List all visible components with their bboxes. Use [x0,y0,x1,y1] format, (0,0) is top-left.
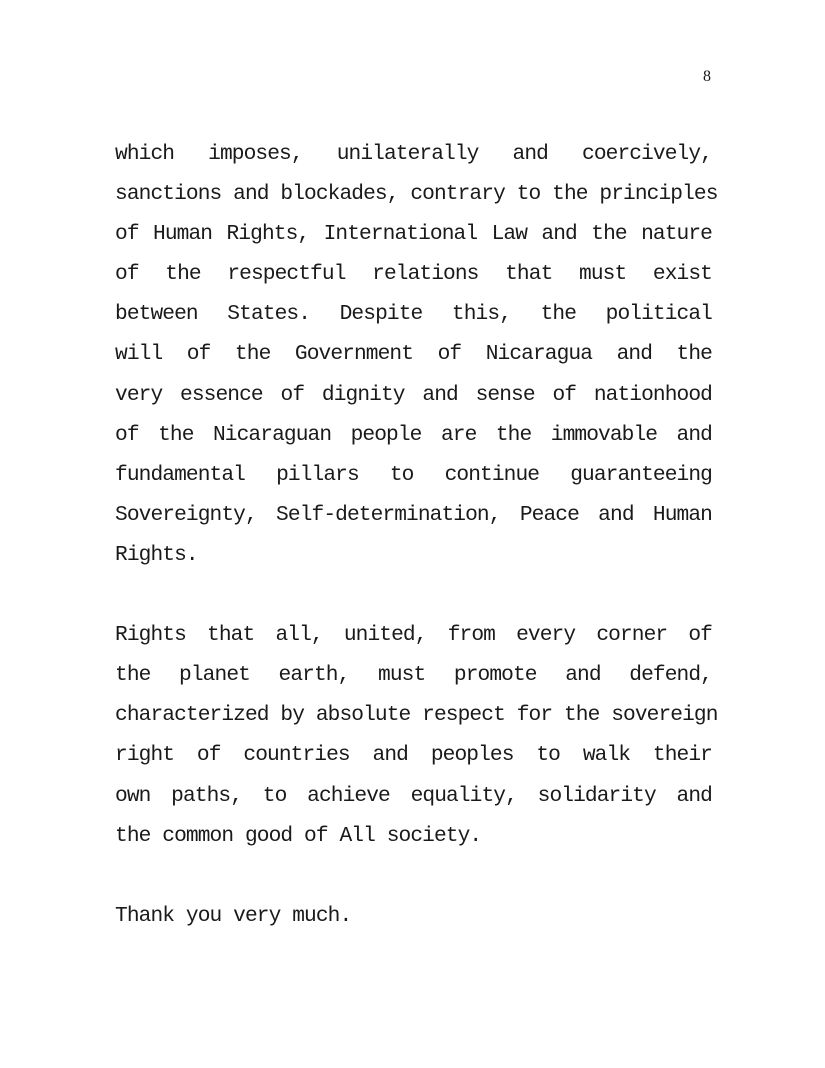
text-line: very essence of dignity and sense of nationhood [115,382,712,407]
paragraph-2 [115,615,718,856]
text-line: will of the Government of Nicaragua and the [115,342,712,367]
text-line: the planet earth, must promote and defend, [115,663,712,688]
text-line: of the Nicaraguan people are the immovable and [115,422,712,447]
text-line: characterized by absolute respect for the sovereign [115,703,718,728]
text-line: of the respectful relations that must exist [115,262,712,287]
text-line: which imposes, unilaterally and coercively, [115,142,712,166]
document-body [115,134,718,976]
text-line: Rights that all, united, from every corner of [115,623,712,648]
text-line: the common good of All society. [115,823,482,848]
text-line: Thank you very much. [115,903,352,928]
text-line: Sovereignty, Self-determination, Peace and Human [115,502,712,527]
text-line: Rights. [115,542,198,567]
text-line: sanctions and blockades, contrary to the principles [115,182,718,207]
text-line: own paths, to achieve equality, solidarity and [115,783,712,808]
text-line: fundamental pillars to continue guaranteeing [115,462,712,487]
page-number: 8 [703,68,711,85]
text-line: between States. Despite this, the political [115,302,712,327]
paragraph-3 [115,896,712,936]
text-line: of Human Rights, International Law and the nature [115,222,712,247]
paragraph-1 [115,134,718,575]
text-line: right of countries and peoples to walk their [115,743,712,768]
